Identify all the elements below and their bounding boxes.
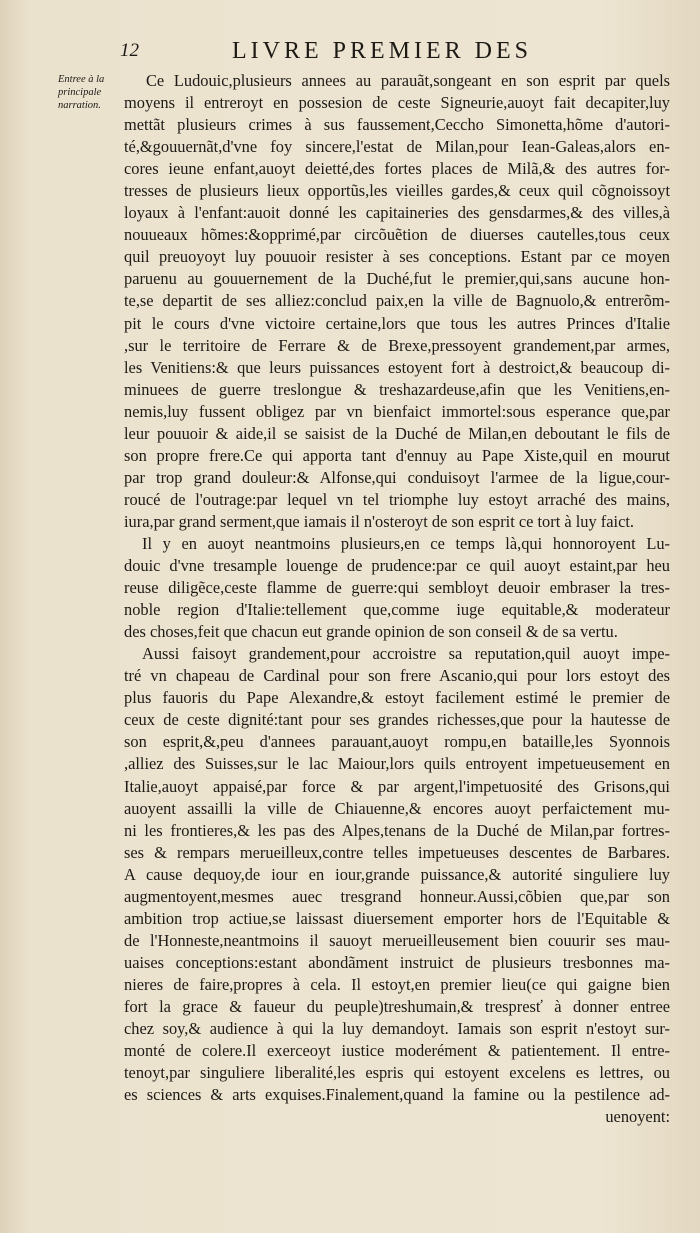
text-line: ni les frontieres,& les pas des Alpes,tenans de la Duché de Milan,par fortres- [124, 820, 670, 840]
text-line: Aussi faisoyt grandement,pour accroistre sa reputation,quil auoyt impe- [142, 644, 670, 664]
text-line: moyens il entreroyt en possesion de ceste Signeurie,auoyt fait decapiter,luy [124, 93, 670, 113]
text-line: son propre frere.Ce qui apporta tant d'ennuy au Pape Xiste,quil en mourut [124, 445, 670, 465]
text-line: nouueaux hõmes:&opprimé,par circõuẽtion de diuerses cautelles,tous ceux [124, 225, 670, 245]
folio-number: 12 [120, 40, 139, 61]
text-line: paruenu au gouuernement de la Duché,fut le premier,qui,sans aucune hon- [124, 269, 670, 289]
margin-note-line: principale [58, 87, 102, 98]
text-line: tré vn chapeau de Cardinal pour son frere Ascanio,qui pour lors estoyt des [124, 666, 670, 686]
catchword: uenoyent: [605, 1107, 670, 1127]
text-line: ,sur le territoire de Ferrare & de Brexe,pressoyent grandement,par armes, [124, 335, 670, 355]
text-line: es sciences & arts exquises.Finalement,quand la famine ou la pestilence ad- [124, 1085, 670, 1105]
text-line: de l'Honneste,neantmoins il sauoyt merueilleusement bien couurir ses mau- [124, 930, 670, 950]
margin-note [58, 73, 124, 112]
text-line: fort la grace & faueur du peuple)treshumain,& trespresť à donner entree [124, 996, 670, 1016]
text-line: loyaux à l'enfant:auoit donné les capitaineries des gensdarmes,& des villes,à [124, 203, 670, 223]
text-line: nieres de faire,propres à cela. Il estoyt,en premier lieu(ce qui gaigne bien [124, 974, 670, 994]
text-line: noble region d'Italie:tellement que,comme iuge equitable,& moderateur [124, 600, 670, 620]
text-line: té,&gouuernãt,d'vne foy sincere,l'estat de Milan,pour Iean-Galeas,alors en- [124, 137, 670, 157]
text-line: douic d'vne tresample louenge de prudence:par ce quil auoyt estaint,par heu [124, 556, 670, 576]
text-line: cores ieune enfant,auoyt deietté,des fortes places de Milã,& des autres for- [124, 159, 670, 179]
text-line: augmentoyent,mesmes auec tresgrand honneur.Aussi,cõbien que,par son [124, 886, 670, 906]
text-line: son esprit,&,peu d'annees parauant,auoyt rompu,en bataille,les Syonnois [124, 732, 670, 752]
text-line: plus fauoris du Pape Alexandre,& estoyt facilement estimé le premier de [124, 688, 670, 708]
text-line: Ce Ludouic,plusieurs annees au parauãt,songeant en son esprit par quels [146, 71, 670, 90]
margin-note-line: Entree à la [58, 74, 105, 85]
text-line: pit le cours d'vne victoire certaine,lors que tous les autres Princes d'Italie [124, 313, 670, 333]
text-line: tresses de plusieurs lieux opportũs,les vieilles gardes,& ceux quil cõgnoissoyt [124, 181, 670, 201]
text-line: des choses,feit que chacun eut grande opinion de son conseil & de sa vertu. [124, 622, 618, 642]
text-line: nemis,luy fussent obligez par vn bienfaict immortel:sous esperance que,par [124, 401, 670, 421]
text-line: monté de colere.Il exerceoyt iustice moderément & patientement. Il entre- [124, 1041, 670, 1061]
text-line: chez soy,& audience à qui la luy demandoyt. Iamais son esprit n'estoyt sur- [124, 1019, 670, 1039]
text-line: A cause dequoy,de iour en iour,grande puissance,& autorité singuliere luy [124, 864, 670, 884]
text-line: tenoyt,par singuliere liberalité,les espris qui estoyent excelens es lettres, ou [124, 1063, 670, 1083]
text-line: ,alliez des Suisses,sur le lac Maiour,lors quils entroyent impetueusement en [124, 754, 670, 774]
text-line: leur pouuoir & aide,il se saisist de la Duché de Milan,en deboutant le fils de [124, 423, 670, 443]
text-line: uaises conceptions:estant abondãment instruict de plusieurs tresbonnes ma- [124, 952, 670, 972]
text-line: ceux de ceste dignité:tant pour ses grandes richesses,que pour la hautesse de [124, 710, 670, 730]
text-line: mettãt plusieurs crimes à sus faussement,Ceccho Simonetta,hõme d'autori- [124, 115, 670, 135]
text-line: auoyent assailli la ville de Chiauenne,& encores auoyt perfaictement mu- [124, 798, 670, 818]
text-line: Il y en auoyt neantmoins plusieurs,en ce temps là,qui honnoroyent Lu- [142, 533, 670, 553]
text-line: te,se departit de ses alliez:conclud paix,en la ville de Bagnuolo,& entrerõm- [124, 291, 670, 311]
text-line: Italie,auoyt appaisé,par force & par argent,l'impetuosité des Grisons,qui [124, 776, 670, 796]
text-line: iura,par grand serment,que iamais il n'osteroyt de son esprit ce tort à luy faict. [124, 511, 634, 531]
text-line: ambition trop actiue,se laissast diuersement emporter hors de l'Equitable & [124, 908, 670, 928]
text-line: roucé de l'outrage:par lequel vn tel triomphe luy estoyt arraché des mains, [124, 489, 670, 509]
text-line: les Venitiens:& que leurs puissances estoyent fort à destroict,& beaucoup di- [124, 357, 670, 377]
text-line: ses & rempars merueilleux,contre telles impetueuses descentes de Barbares. [124, 842, 670, 862]
text-line: par trop grand douleur:& Alfonse,qui conduisoyt l'armee de la ligue,cour- [124, 467, 670, 487]
running-head: LIVRE PREMIER DES [232, 38, 533, 64]
margin-note-line: narration. [58, 100, 101, 111]
text-line: reuse diligẽce,ceste flamme de guerre:qui sembloyt deuoir embraser la tres- [124, 578, 670, 598]
body-text [124, 70, 670, 1128]
text-line: quil preuoyoyt luy pouuoir resister à ses conceptions. Estant par ce moyen [124, 247, 670, 267]
text-line: minuees de guerre treslongue & treshazardeuse,afin que les Venitiens,en- [124, 379, 670, 399]
